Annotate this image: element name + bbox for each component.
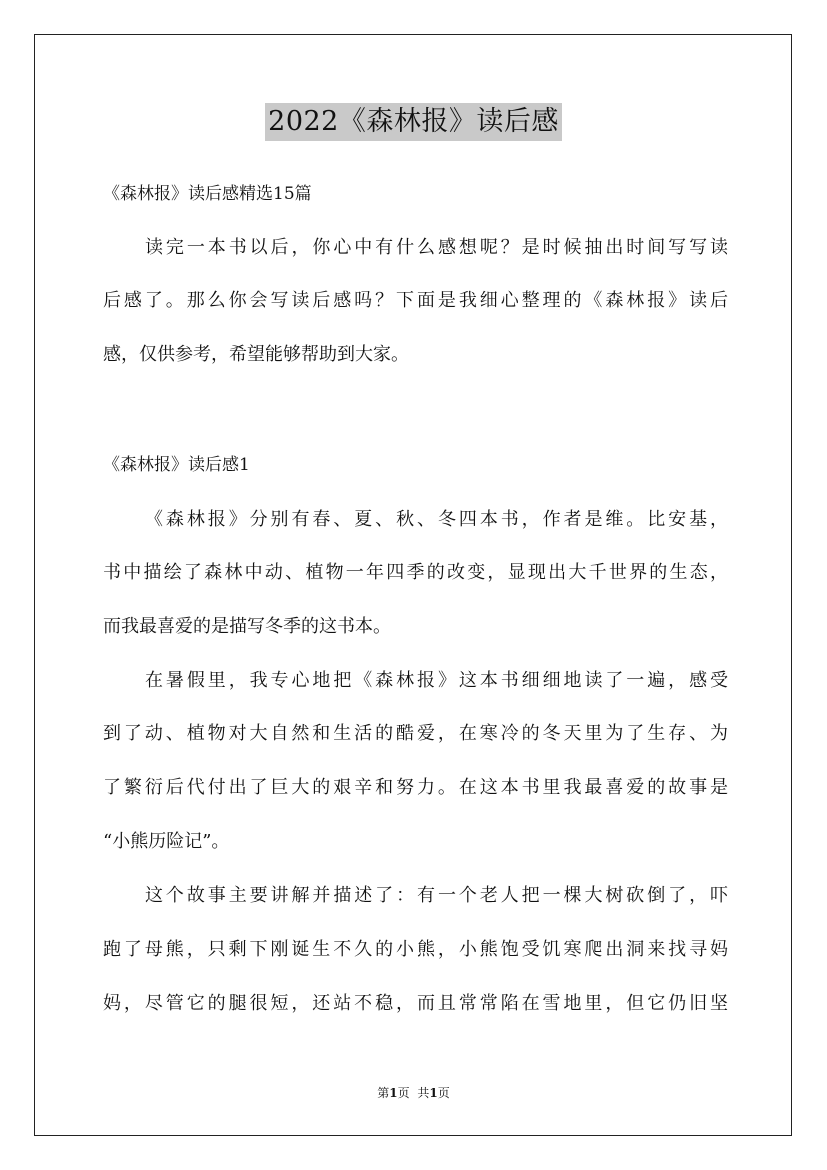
paragraph1-line-3: 而我最喜爱的是描写冬季的这书本。 [103,616,391,637]
page-footer [0,1084,827,1101]
paragraph3-line-2: 跑了母熊，只剩下刚诞生不久的小熊，小熊饱受饥寒爬出洞来找寻妈 [103,939,728,960]
intro-line-3: 感，仅供参考，希望能够帮助到大家。 [103,344,409,365]
intro-line-1: 读完一本书以后，你心中有什么感想呢？是时候抽出时间写写读 [145,237,728,258]
intro-line-2: 后感了。那么你会写读后感吗？下面是我细心整理的《森林报》读后 [103,290,728,311]
footer-page-suffix: 页 [397,1086,410,1100]
paragraph2-line-2: 到了动、植物对大自然和生活的酷爱，在寒冷的冬天里为了生存、为 [103,723,728,744]
paragraph3-line-1: 这个故事主要讲解并描述了：有一个老人把一棵大树砍倒了，吓 [145,885,728,906]
paragraph3-line-3: 妈，尽管它的腿很短，还站不稳，而且常常陷在雪地里，但它仍旧坚 [103,993,728,1014]
paragraph2-line-3: 了繁衍后代付出了巨大的艰辛和努力。在这本书里我最喜爱的故事是 [103,777,728,798]
footer-total-suffix: 页 [437,1086,450,1100]
document-subtitle: 《森林报》读后感精选15篇 [103,184,312,204]
paragraph1-line-1: 《森林报》分别有春、夏、秋、冬四本书，作者是维。比安基， [145,509,728,530]
footer-page-number: 1 [389,1086,398,1100]
paragraph2-line-4: “小熊历险记”。 [103,831,230,852]
document-title: 2022《森林报》读后感 [265,103,562,141]
footer-page-prefix: 第 [377,1086,390,1100]
footer-total-number: 1 [429,1086,438,1100]
footer-total-prefix: 共 [417,1086,430,1100]
section-heading: 《森林报》读后感1 [103,455,250,475]
paragraph2-line-1: 在暑假里，我专心地把《森林报》这本书细细地读了一遍，感受 [145,670,728,691]
paragraph1-line-2: 书中描绘了森林中动、植物一年四季的改变，显现出大千世界的生态， [103,562,728,583]
title-container [0,103,827,141]
